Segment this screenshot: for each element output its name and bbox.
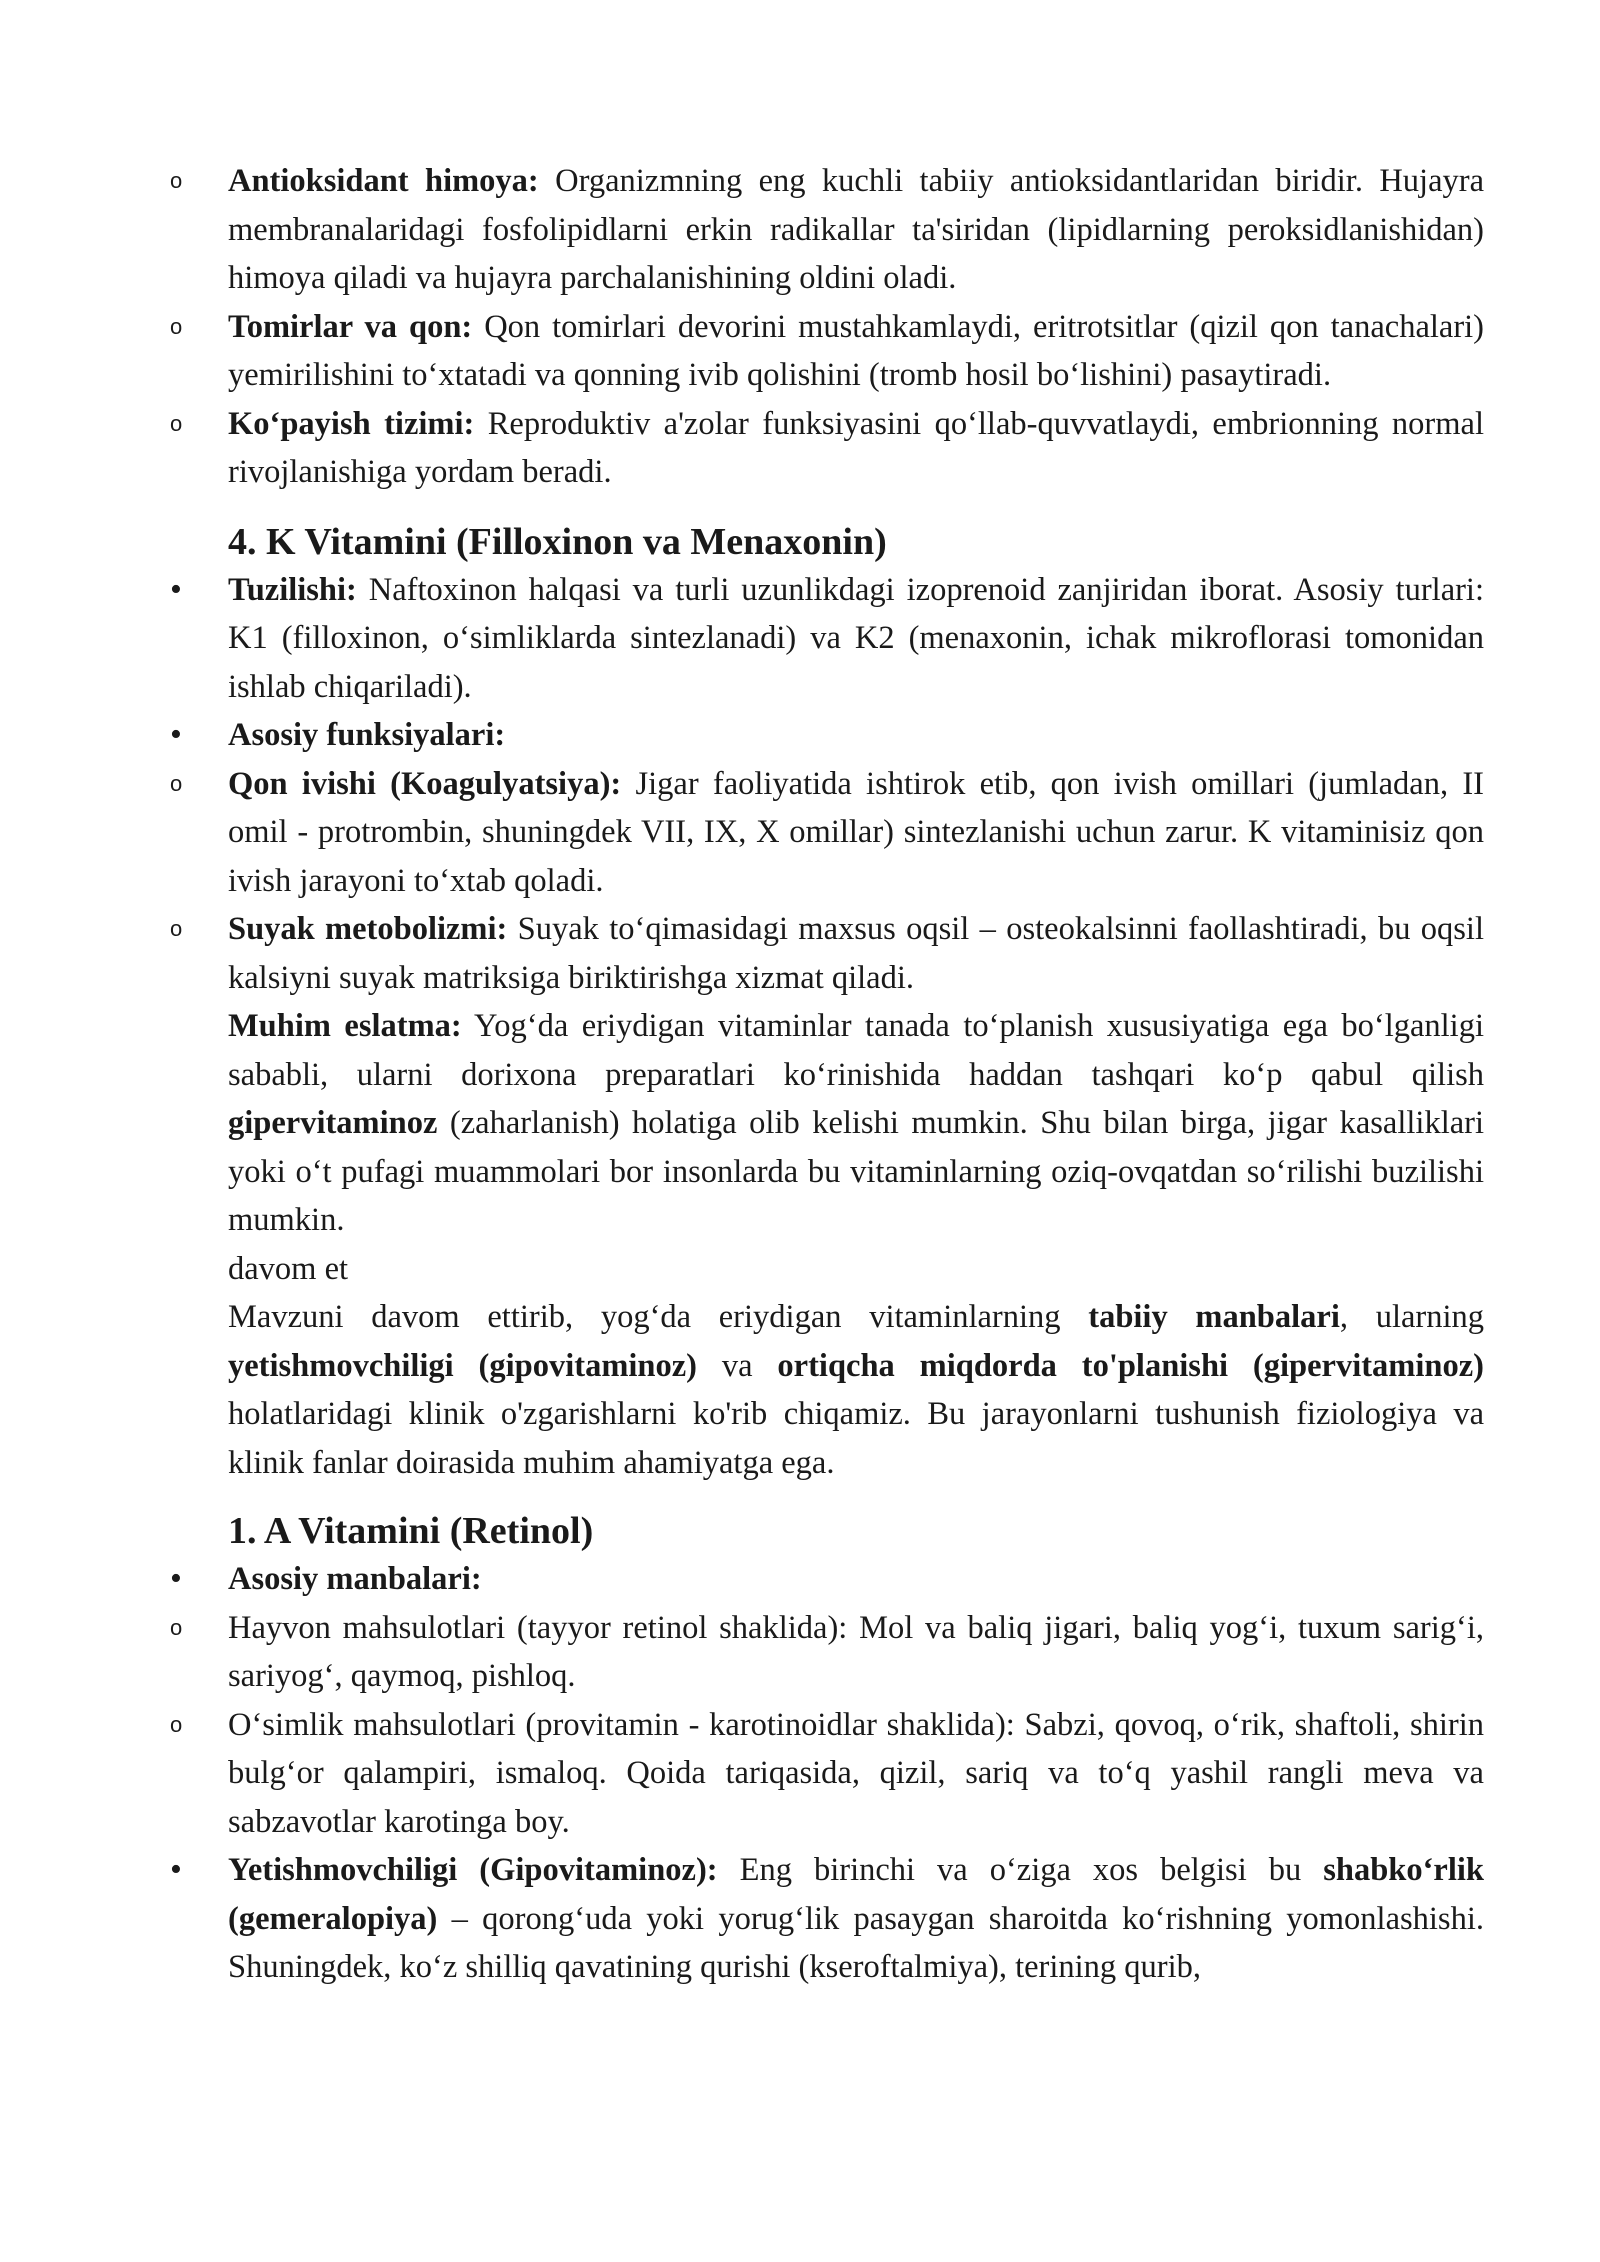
circle-bullet-icon: o <box>170 1711 183 1737</box>
item-term: Qon ivishi (Koagulyatsiya): <box>228 765 622 802</box>
item-text: Naftoxinon halqasi va turli uzunlikdagi izoprenoid zanjiridan iborat. Asosiy turlari: K1 (filloxinon, o‘simliklarda sintezlanadi) va K2 (menaxonin, ichak mikroflorasi tomonidan ishlab chiqariladi). <box>228 571 1484 705</box>
item-term-shabkorlik: shabko‘rlik (gemeralopiya) <box>228 1852 1484 1937</box>
note-text: Yog‘da eriydigan vitaminlar tanada to‘planish xususiyatiga ega bo‘lganligi sababli, ularni dorixona preparatlari ko‘rinishida haddan tashqari ko‘p qabul qilish <box>228 1008 1484 1093</box>
disc-bullet-icon: • <box>170 570 182 608</box>
item-text: O‘simlik mahsulotlari (provitamin - karotinoidlar shaklida): Sabzi, qovoq, o‘rik, shaftoli, shirin bulg‘or qalampiri, ismaloq. Qoida tariqasida, qizil, sariq va to‘q yashil rangli meva va sabzavotlar karotinga boy. <box>228 1706 1484 1840</box>
document-content <box>170 157 1485 1992</box>
item-term: Antioksidant himoya: <box>228 163 539 199</box>
list-item-hayvon <box>170 1604 1484 1701</box>
list-item-funksiyalari <box>170 711 1484 760</box>
note-term-gipervitaminoz: gipervitaminoz <box>228 1105 438 1141</box>
list-item-osimlik <box>170 1701 1484 1847</box>
circle-bullet-icon: o <box>170 916 183 941</box>
intro-text: , ularning <box>1339 1299 1485 1335</box>
item-term: Ko‘payish tizimi: <box>228 405 475 442</box>
important-note <box>228 1002 1484 1245</box>
intro-text: va <box>697 1347 778 1384</box>
section-heading-k-vitamini: 4. K Vitamini (Filloxinon va Menaxonin) <box>228 520 887 563</box>
intro-text: Mavzuni davom ettirib, yog‘da eriydigan vitaminlarning <box>228 1299 1089 1335</box>
item-term: Tomirlar va qon: <box>228 308 473 345</box>
list-item-qon-ivishi <box>170 760 1484 906</box>
davom-line: davom et <box>228 1250 349 1287</box>
list-item-suyak <box>170 905 1484 1002</box>
intro-bold-gipovitaminoz: yetishmovchiligi (gipovitaminoz) <box>228 1347 698 1384</box>
note-term: Muhim eslatma: <box>228 1008 462 1044</box>
list-item-tomirlar <box>170 303 1485 400</box>
item-text-end: – qorong‘uda yoki yorug‘lik pasaygan sharoitda ko‘rishning yomonlashishi. Shuningdek, ko‘z shilliq qavatining qurishi (kseroftalmiya), terining qurib, <box>228 1900 1484 1985</box>
section-heading-a-vitamini: 1. A Vitamini (Retinol) <box>228 1510 594 1552</box>
item-text: Reproduktiv a'zolar funksiyasini qo‘llab-quvvatlaydi, embrionning normal rivojlanishiga yordam beradi. <box>228 405 1484 490</box>
circle-bullet-icon: o <box>170 313 183 339</box>
item-term: Asosiy manbalari: <box>228 1561 482 1597</box>
item-text: Suyak to‘qimasidagi maxsus oqsil – osteokalsinni faollashtiradi, bu oqsil kalsiyni suyak matriksiga biriktirishga xizmat qiladi. <box>228 911 1484 996</box>
list-item-yetishmovchiligi <box>170 1846 1484 1992</box>
disc-bullet-icon: • <box>170 1851 182 1888</box>
item-term: Asosiy funksiyalari: <box>228 717 506 753</box>
intro-text: holatlaridagi klinik o'zgarishlarni ko'rib chiqamiz. Bu jarayonlarni tushunish fiziologiya va klinik fanlar doirasida muhim ahamiyatga ega. <box>228 1396 1484 1481</box>
note-text-end: (zaharlanish) holatiga olib kelishi mumkin. Shu bilan birga, jigar kasalliklari yoki o‘t pufagi muammolari bor insonlarda bu vitaminlarning oziq-ovqatdan so‘rilishi buzilishi mumkin. <box>228 1105 1484 1238</box>
item-text: Organizmning eng kuchli tabiiy antioksidantlaridan biridir. Hujayra membranalaridagi fosfolipidlarni erkin radikallar ta'siridan (lipidlarning peroksidlanishidan) himoya qiladi va hujayra parchalanishining oldini oladi. <box>228 163 1485 296</box>
intro-bold-gipervitaminoz: ortiqcha miqdorda to'planishi (gipervitaminoz) <box>777 1347 1484 1384</box>
list-item-tuzilishi <box>170 566 1484 712</box>
item-text: Hayvon mahsulotlari (tayyor retinol shaklida): Mol va baliq jigari, baliq yog‘i, tuxum sarig‘i, sariyog‘, qaymoq, pishloq. <box>228 1609 1484 1694</box>
circle-bullet-icon: o <box>170 410 183 436</box>
list-item-manbalari <box>170 1555 1484 1604</box>
disc-bullet-icon: • <box>170 1560 182 1597</box>
item-term: Yetishmovchiligi (Gipovitaminoz): <box>228 1852 718 1888</box>
circle-bullet-icon: o <box>170 1614 183 1640</box>
intro-paragraph <box>228 1293 1484 1487</box>
disc-bullet-icon: • <box>170 716 182 753</box>
circle-bullet-icon: o <box>170 168 183 193</box>
item-text: Jigar faoliyatida ishtirok etib, qon ivish omillari (jumladan, II omil - protrombin, shuningdek VII, IX, X omillar) sintezlanishi uchun zarur. K vitaminisiz qon ivish jarayoni to‘xtab qoladi. <box>228 765 1484 899</box>
item-text: Qon tomirlari devorini mustahkamlaydi, eritrotsitlar (qizil qon tanachalari) yemirilishini to‘xtatadi va qonning ivib qolishini (tromb hosil bo‘lishini) pasaytiradi. <box>228 308 1485 393</box>
list-item-kopayish <box>170 400 1484 497</box>
item-text: Eng birinchi va o‘ziga xos belgisi bu <box>717 1852 1324 1888</box>
item-term: Tuzilishi: <box>228 571 357 608</box>
circle-bullet-icon: o <box>170 770 183 796</box>
intro-bold-manbalari: tabiiy manbalari <box>1088 1299 1340 1335</box>
item-term: Suyak metobolizmi: <box>228 911 508 947</box>
list-item-antioksidant <box>170 157 1485 303</box>
